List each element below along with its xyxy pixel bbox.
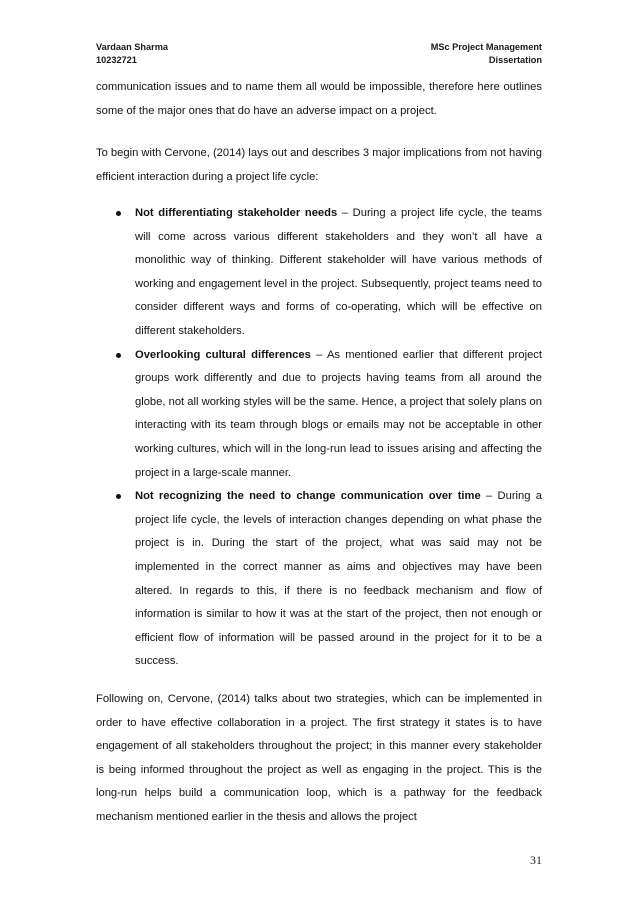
bullet-text: – During a project life cycle, the levels of interaction changes depending on what phase the project is in. During the start of the project, what was said may not be implemented in the correct manner as aims and objectives may have been altered. In regards to this, if there is no feedback mechanism and flow of information is similar to how it was at the start of the project, then not enough or efficient flow of information will be passed around in the project for it to be a success. <box>135 490 542 668</box>
bullet-title: Not differentiating stakeholder needs <box>135 207 338 219</box>
bullet-icon <box>116 494 121 499</box>
bullet-icon <box>116 211 121 216</box>
header-student-id: 10232721 <box>96 55 137 65</box>
bullet-title: Overlooking cultural differences <box>135 348 311 361</box>
list-item <box>96 485 542 674</box>
paragraph-following-on: Following on, Cervone, (2014) talks about two strategies, which can be implemented in order to have effective collaboration in a project. The first strategy it states is to have engagement of all stakeholders throughout the project; in this manner every stakeholder is being informed throughout the project as well as engaging in the project. This is the long-run helps build a communication loop, which is a pathway for the feedback mechanism mentioned earlier in the thesis and allows the project <box>96 693 542 823</box>
paragraph-cervone-intro: To begin with Cervone, (2014) lays out and describes 3 major implications from not having efficient interaction during a project life cycle: <box>96 147 542 183</box>
header-doc-type: Dissertation <box>488 55 542 65</box>
header-author-name: Vardaan Sharma <box>96 42 169 52</box>
header-programme: MSc Project Management <box>430 42 542 52</box>
implications-list <box>96 202 542 674</box>
page-number: 31 <box>530 853 542 867</box>
paragraph-intro-continuation: communication issues and to name them all would be impossible, therefore here outlines some of the major ones that do have an adverse impact on a project. <box>96 81 542 117</box>
list-item <box>96 344 542 486</box>
bullet-title: Not recognizing the need to change communication over time <box>135 490 481 503</box>
bullet-icon <box>116 353 121 358</box>
list-item <box>96 202 542 344</box>
bullet-text: – As mentioned earlier that different project groups work differently and due to projects having teams from all around the globe, not all working styles will be the same. Hence, a project that solely plans on interacting with its team through blogs or emails may not be acceptable in other working cultures, which will in the long-run lead to issues arising and affecting the project in a large-scale manner. <box>135 348 542 479</box>
bullet-text: – During a project life cycle, the teams will come across various different stakeholders and they won’t all have a monolithic way of thinking. Different stakeholder will have various methods of working and engagement level in the project. Subsequently, project teams need to consider different ways and forms of co-operating, which will be effective on different stakeholders. <box>135 207 542 337</box>
